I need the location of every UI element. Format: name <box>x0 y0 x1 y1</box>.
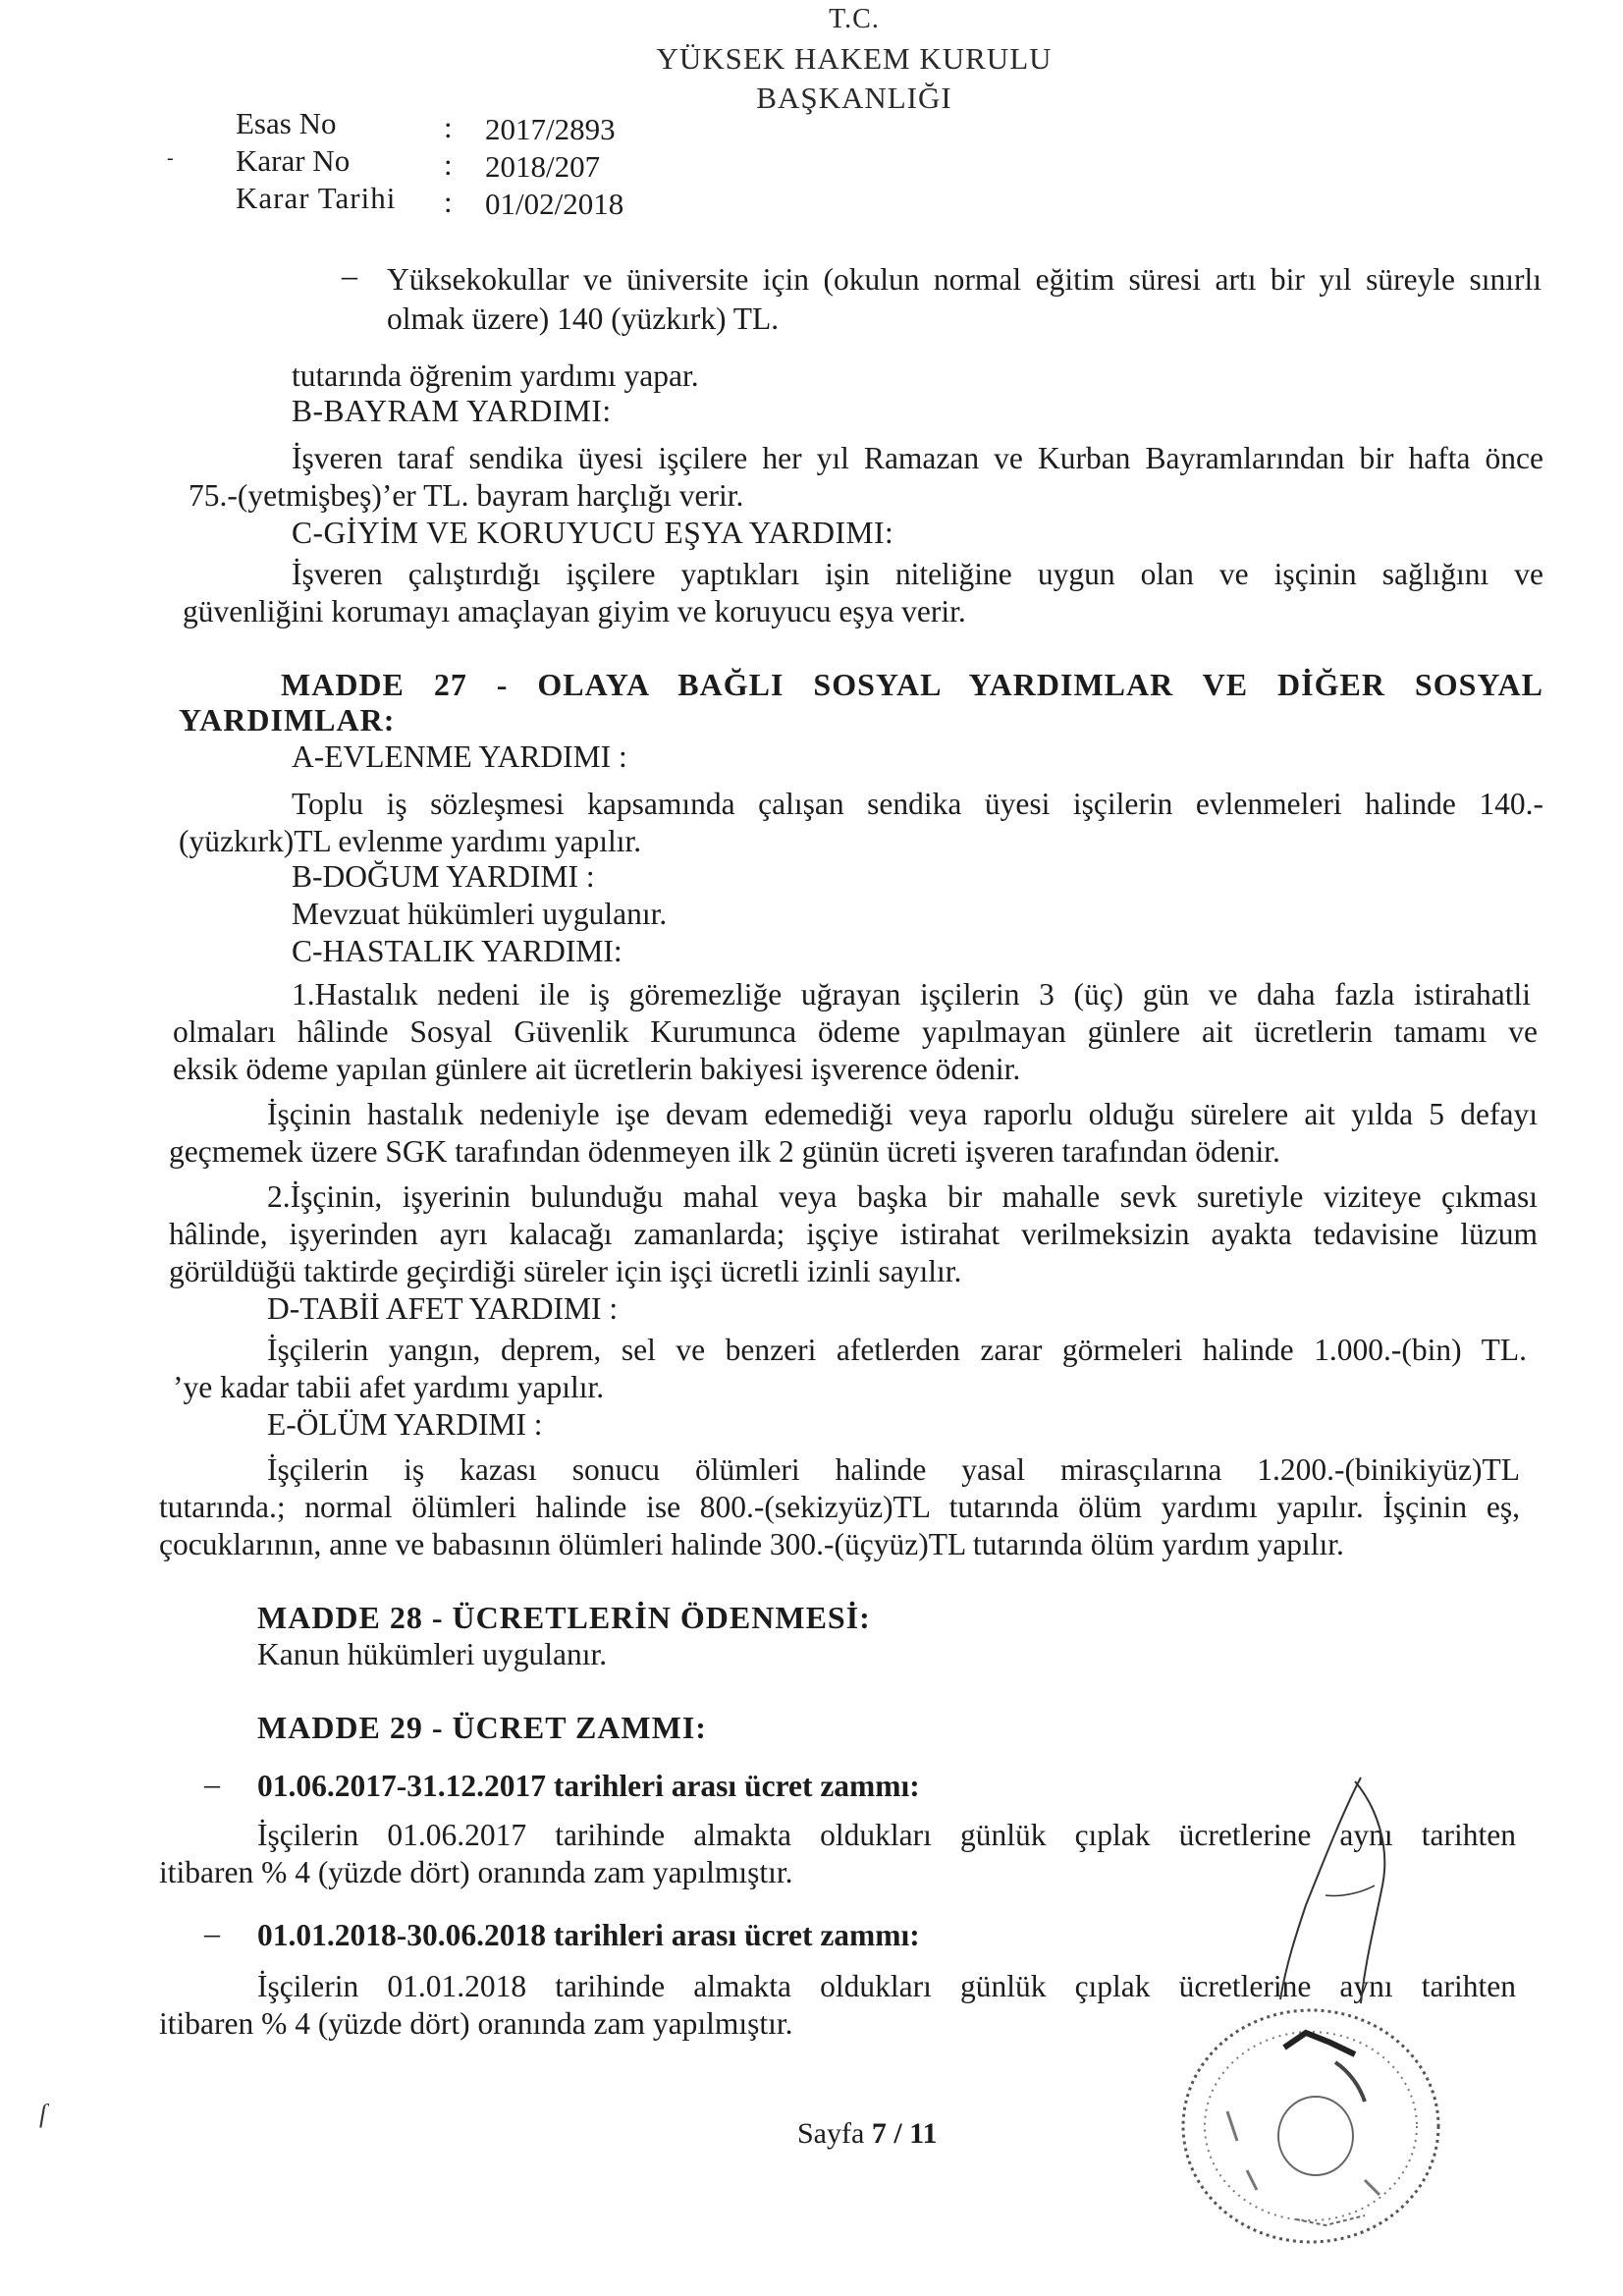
d-afet-line-1: İşçilerin yangın, deprem, sel ve benzeri afetlerden zarar görmeleri halinde 1.000.-(bin) TL. <box>267 1333 1527 1367</box>
page-label: Sayfa <box>797 2117 865 2150</box>
m29-period-1-title: 01.06.2017-31.12.2017 tarihleri arası ücret zammı: <box>257 1769 920 1803</box>
edu-line-2: olmak üzere) 140 (yüzkırk) TL. <box>387 301 780 336</box>
m29-period-2-line-1: İşçilerin 01.01.2018 tarihinde almakta oldukları günlük çıplak ücretlerine aynı tarihten <box>257 1969 1516 2003</box>
page-number <box>797 2117 938 2151</box>
meta-value-karar: 2018/207 <box>485 149 601 184</box>
m29-period-2-line-2: itibaren % 4 (yüzde dört) oranında zam yapılmıştır. <box>159 2006 793 2041</box>
margin-mark: - <box>167 147 174 169</box>
c-giyim-line-1: İşveren çalıştırdığı işçilere yaptıkları işin niteliğine uygun olan ve işçinin sağlığını ve <box>292 557 1543 591</box>
c-hastalik-2-line-3: görüldüğü taktirde geçirdiği süreler için işçi ücretli izinli sayılır. <box>169 1254 962 1288</box>
madde-28-line-1: Kanun hükümleri uygulanır. <box>257 1637 608 1671</box>
e-olum-line-1: İşçilerin iş kazası sonucu ölümleri halinde yasal mirasçılarına 1.200.-(binikiyüz)TL <box>267 1452 1520 1487</box>
a-evlenme-line-2: (yüzkırk)TL evlenme yardımı yapılır. <box>179 824 642 858</box>
meta-label-tarih: Karar Tarihi <box>236 181 397 215</box>
e-olum-line-2: tutarında.; normal ölümleri halinde ise 800.-(sekizyüz)TL tutarında ölüm yardımı yapılır. İşçinin eş, <box>159 1490 1520 1524</box>
section-b-bayram-title: B-BAYRAM YARDIMI: <box>292 394 612 428</box>
margin-scribble: ſ <box>39 2100 47 2128</box>
header-board: YÜKSEK HAKEM KURULU <box>656 41 1053 76</box>
m29-period-1-line-1: İşçilerin 01.06.2017 tarihinde almakta oldukları günlük çıplak ücretlerine aynı tarihten <box>257 1818 1516 1852</box>
c-hastalik-2-line-2: hâlinde, işyerinden ayrı kalacağı zamanlarda; işçiye istirahat verilmeksizin ayakta tedavisine lüzum <box>169 1217 1538 1251</box>
meta-value-tarih: 01/02/2018 <box>485 187 624 221</box>
c-hastalik-1b-line-1: İşçinin hastalık nedeniyle işe devam edemediği veya raporlu olduğu sürelere ait yılda 5 defayı <box>267 1097 1538 1131</box>
meta-label-esas: Esas No <box>236 106 337 140</box>
section-d-afet-title: D-TABİİ AFET YARDIMI : <box>267 1291 619 1326</box>
b-bayram-line-2: 75.-(yetmişbeş)’er TL. bayram harçlığı verir. <box>189 478 744 513</box>
section-c-giyim-title: C-GİYİM VE KORUYUCU EŞYA YARDIMI: <box>292 516 894 550</box>
c-hastalik-1b-line-2: geçmemek üzere SGK tarafından ödenmeyen ilk 2 günün ücreti işveren tarafından ödenir. <box>169 1134 1280 1169</box>
madde-27-heading-cont: YARDIMLAR: <box>179 702 396 738</box>
section-c-hastalik-title: C-HASTALIK YARDIMI: <box>292 934 622 968</box>
dash-bullet-icon: – <box>204 1915 220 1950</box>
dash-bullet-icon: – <box>342 257 357 293</box>
meta-label-karar: Karar No <box>236 143 351 178</box>
m29-period-2-title: 01.01.2018-30.06.2018 tarihleri arası ücret zammı: <box>257 1918 920 1952</box>
e-olum-line-3: çocuklarının, anne ve babasının ölümleri halinde 300.-(üçyüz)TL tutarında ölüm yardım yapılır. <box>159 1527 1344 1561</box>
section-a-evlenme-title: A-EVLENME YARDIMI : <box>292 739 627 774</box>
madde-27-heading: MADDE 27 - OLAYA BAĞLI SOSYAL YARDIMLAR VE DİĞER SOSYAL <box>281 667 1543 702</box>
madde-28-heading: MADDE 28 - ÜCRETLERİN ÖDENMESİ: <box>257 1600 871 1635</box>
header-presidency: BAŞKANLIĞI <box>756 81 952 115</box>
m29-period-1-line-2: itibaren % 4 (yüzde dört) oranında zam yapılmıştır. <box>159 1855 793 1889</box>
b-bayram-line-1: İşveren taraf sendika üyesi işçilere her yıl Ramazan ve Kurban Bayramlarından bir hafta önce <box>292 441 1543 475</box>
meta-colon: : <box>444 147 453 182</box>
dash-bullet-icon: – <box>204 1766 220 1801</box>
b-dogum-line-1: Mevzuat hükümleri uygulanır. <box>292 897 668 931</box>
meta-value-esas: 2017/2893 <box>485 112 616 146</box>
c-hastalik-1-line-1: 1.Hastalık nedeni ile iş göremezliğe uğrayan işçilerin 3 (üç) gün ve daha fazla istirahatli <box>292 977 1531 1011</box>
edu-end: tutarında öğrenim yardımı yapar. <box>292 358 699 393</box>
a-evlenme-line-1: Toplu iş sözleşmesi kapsamında çalışan sendika üyesi işçilerin evlenmeleri halinde 140.- <box>292 787 1543 821</box>
meta-colon: : <box>444 110 453 144</box>
c-hastalik-1-line-3: eksik ödeme yapılan günlere ait ücretlerin bakiyesi işverence ödenir. <box>173 1052 1021 1086</box>
d-afet-line-2: ’ye kadar tabii afet yardımı yapılır. <box>173 1370 605 1404</box>
section-e-olum-title: E-ÖLÜM YARDIMI : <box>267 1407 543 1442</box>
c-giyim-line-2: güvenliğini korumayı amaçlayan giyim ve koruyucu eşya verir. <box>183 594 966 629</box>
official-seal-icon <box>1168 1994 1453 2259</box>
page-num: 7 / 11 <box>871 2117 938 2150</box>
header-tc: T.C. <box>829 4 880 34</box>
edu-line-1: Yüksekokullar ve üniversite için (okulun normal eğitim süresi artı bir yıl süreyle sınırlı <box>387 262 1542 297</box>
c-hastalik-1-line-2: olmaları hâlinde Sosyal Güvenlik Kurumunca ödeme yapılmayan günlere ait ücretlerin tamamı ve <box>173 1014 1538 1049</box>
c-hastalik-2-line-1: 2.İşçinin, işyerinin bulunduğu mahal veya başka bir mahalle sevk suretiyle viziteye çıkması <box>267 1179 1538 1214</box>
madde-29-heading: MADDE 29 - ÜCRET ZAMMI: <box>257 1710 707 1745</box>
meta-colon: : <box>444 185 453 219</box>
section-b-dogum-title: B-DOĞUM YARDIMI : <box>292 859 595 894</box>
